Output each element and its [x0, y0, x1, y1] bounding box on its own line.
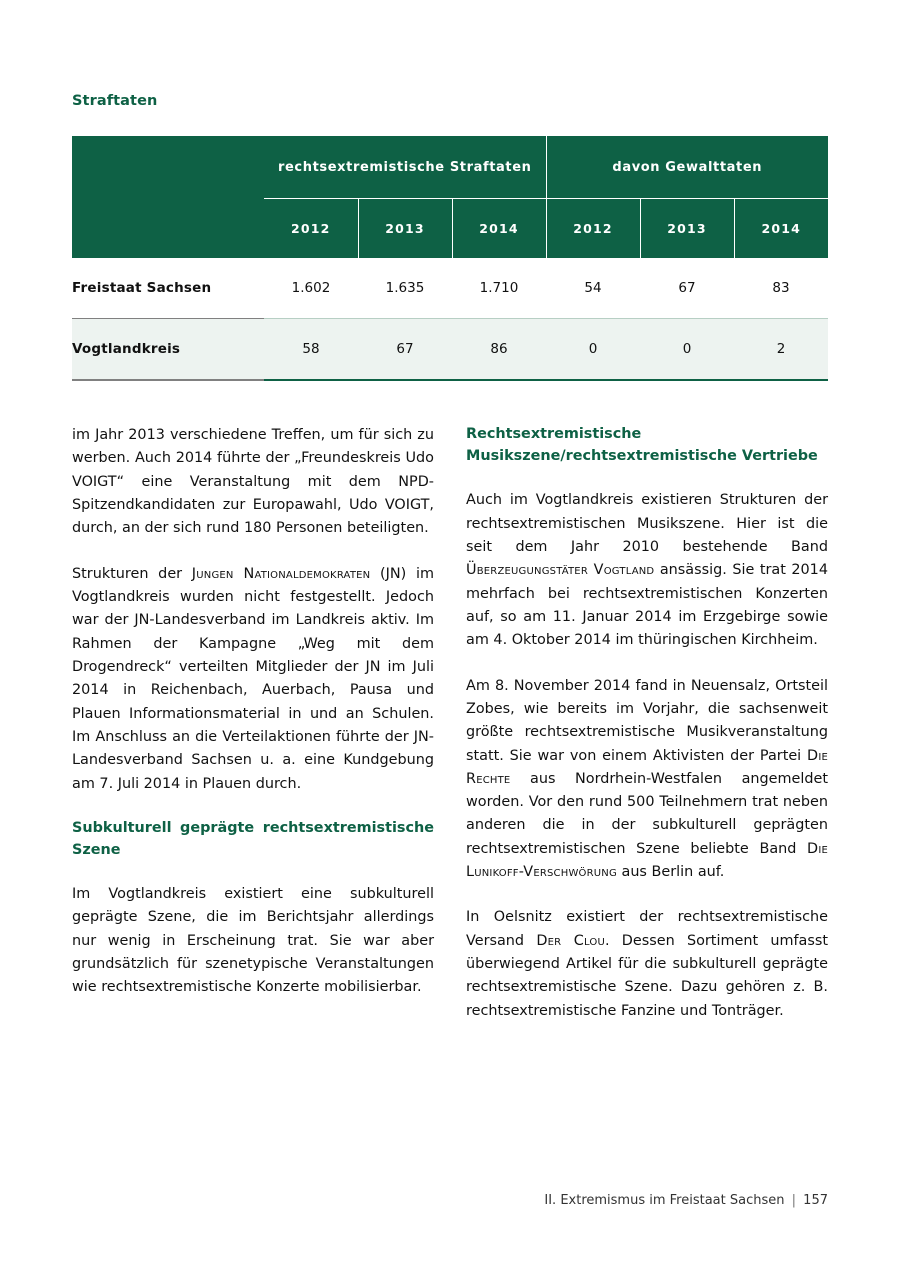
- paragraph: [466, 489, 828, 652]
- paragraph-text: Strukturen der: [72, 565, 192, 582]
- paragraph-text: In Oelsnitz existiert der rechtsextremistische Versand: [466, 909, 828, 949]
- paragraph-text: aus Berlin auf.: [616, 864, 725, 881]
- header-group-gewalttaten: davon Gewalttaten: [546, 136, 828, 199]
- subsection-heading-subkulturell: Subkulturell geprägte rechtsextremistische Szene: [72, 819, 434, 858]
- header-year-gewalttaten-2014: 2014: [734, 199, 828, 259]
- cell-value: 0: [640, 319, 734, 381]
- cell-value: 1.602: [264, 258, 358, 319]
- header-group-straftaten: rechtsextremistische Straftaten: [264, 136, 546, 199]
- paragraph-text: (JN) im Vogtlandkreis wurden nicht festgestellt. Jedoch war der JN-Landesverband im Landkreis aktiv. Im Rahmen der Kampagne „Weg mit dem Drogendreck“ verteilten Mitglieder der JN im Juli 2014 in Reichenbach, Auerbach, Pausa und Plauen Informationsmaterial in und an Schulen. Im Anschluss an die Verteilaktionen führte der JN-Landesverband Sachsen u. a. eine Kundgebung am 7. Juli 2014 in Plauen durch.: [72, 565, 434, 792]
- band-name: Überzeugungstäter Vogtland: [466, 562, 655, 579]
- paragraph-text: Auch im Vogtlandkreis existieren Strukturen der rechtsextremistischen Musikszene. Hier ist die seit dem Jahr 2010 bestehende Band: [466, 492, 828, 555]
- paragraph-text: aus Nordrhein-Westfalen angemeldet worden. Vor den rund 500 Teilnehmern trat neben anderen die in der subkulturell geprägten rechtsextremistischen Szene beliebte Band: [466, 770, 828, 857]
- row-label-vogtlandkreis: Vogtlandkreis: [72, 319, 264, 381]
- table-row: [72, 319, 828, 381]
- header-year-gewalttaten-2012: 2012: [546, 199, 640, 259]
- paragraph: [466, 906, 828, 1023]
- paragraph-text: . Dessen Sortiment umfasst überwiegend Artikel für die subkulturell geprägte rechtsextremistische Szene. Dazu gehören z. B. rechtsextremistische Fanzine und Tonträger.: [466, 932, 828, 1019]
- table-corner-cell: [72, 136, 264, 258]
- cell-value: 67: [640, 258, 734, 319]
- cell-value: 67: [358, 319, 452, 381]
- table-header-groups: [72, 136, 828, 199]
- paragraph: [72, 563, 434, 796]
- body-column-left: [72, 424, 434, 1000]
- header-year-straftaten-2012: 2012: [264, 199, 358, 259]
- straftaten-table-container: [72, 136, 828, 381]
- section-heading: Straftaten: [72, 93, 158, 109]
- organisation-name: Jungen Nationaldemokraten: [191, 565, 371, 582]
- paragraph-text: ansässig. Sie trat 2014 mehrfach bei rechtsextremistischen Konzerten auf, so am 11. Januar 2014 im Erzgebirge sowie am 4. Oktober 2014 im thüringischen Kirchheim.: [466, 562, 828, 649]
- subsection-heading-musikszene: Rechtsextremistische Musikszene/rechtsextremistische Vertriebe: [466, 426, 818, 464]
- table-row: [72, 258, 828, 319]
- cell-value: 58: [264, 319, 358, 381]
- footer-separator: |: [791, 1193, 797, 1208]
- cell-value: 2: [734, 319, 828, 381]
- header-year-straftaten-2013: 2013: [358, 199, 452, 259]
- cell-value: 1.710: [452, 258, 546, 319]
- row-label-freistaat-sachsen: Freistaat Sachsen: [72, 258, 264, 319]
- page-number: 157: [803, 1193, 828, 1208]
- header-year-gewalttaten-2013: 2013: [640, 199, 734, 259]
- cell-value: 83: [734, 258, 828, 319]
- table-body: [72, 258, 828, 380]
- cell-value: 86: [452, 319, 546, 381]
- paragraph: im Jahr 2013 verschiedene Treffen, um für sich zu werben. Auch 2014 führte der „Freundeskreis Udo VOIGT“ eine Veranstaltung mit dem NPD-Spitzendkandidaten zur Europawahl, Udo VOIGT, durch, an der sich rund 180 Personen beteiligten.: [72, 427, 434, 537]
- band-name: Die Lunikoff-Verschwörung: [466, 840, 828, 881]
- cell-value: 54: [546, 258, 640, 319]
- party-name: Die Rechte: [466, 747, 828, 787]
- paragraph: [466, 675, 828, 885]
- header-year-straftaten-2014: 2014: [452, 199, 546, 259]
- table-header: [72, 136, 828, 258]
- vendor-name: Der Clou: [536, 932, 605, 949]
- page-footer: [544, 1193, 828, 1208]
- body-column-right: [466, 424, 828, 1023]
- straftaten-table: [72, 136, 828, 381]
- cell-value: 1.635: [358, 258, 452, 319]
- footer-chapter-title: II. Extremismus im Freistaat Sachsen: [544, 1193, 785, 1208]
- cell-value: 0: [546, 319, 640, 381]
- paragraph-text: Am 8. November 2014 fand in Neuensalz, Ortsteil Zobes, wie bereits im Vorjahr, die sachsenweit größte rechtsextremistische Musikveranstaltung statt. Sie war von einem Aktivisten der Partei: [466, 677, 828, 764]
- paragraph: Im Vogtlandkreis existiert eine subkulturell geprägte Szene, die im Berichtsjahr allerdings nur wenig in Erscheinung trat. Sie war aber grundsätzlich für szenetypische Veranstaltungen wie rechtsextremistische Konzerte mobilisierbar.: [72, 886, 434, 996]
